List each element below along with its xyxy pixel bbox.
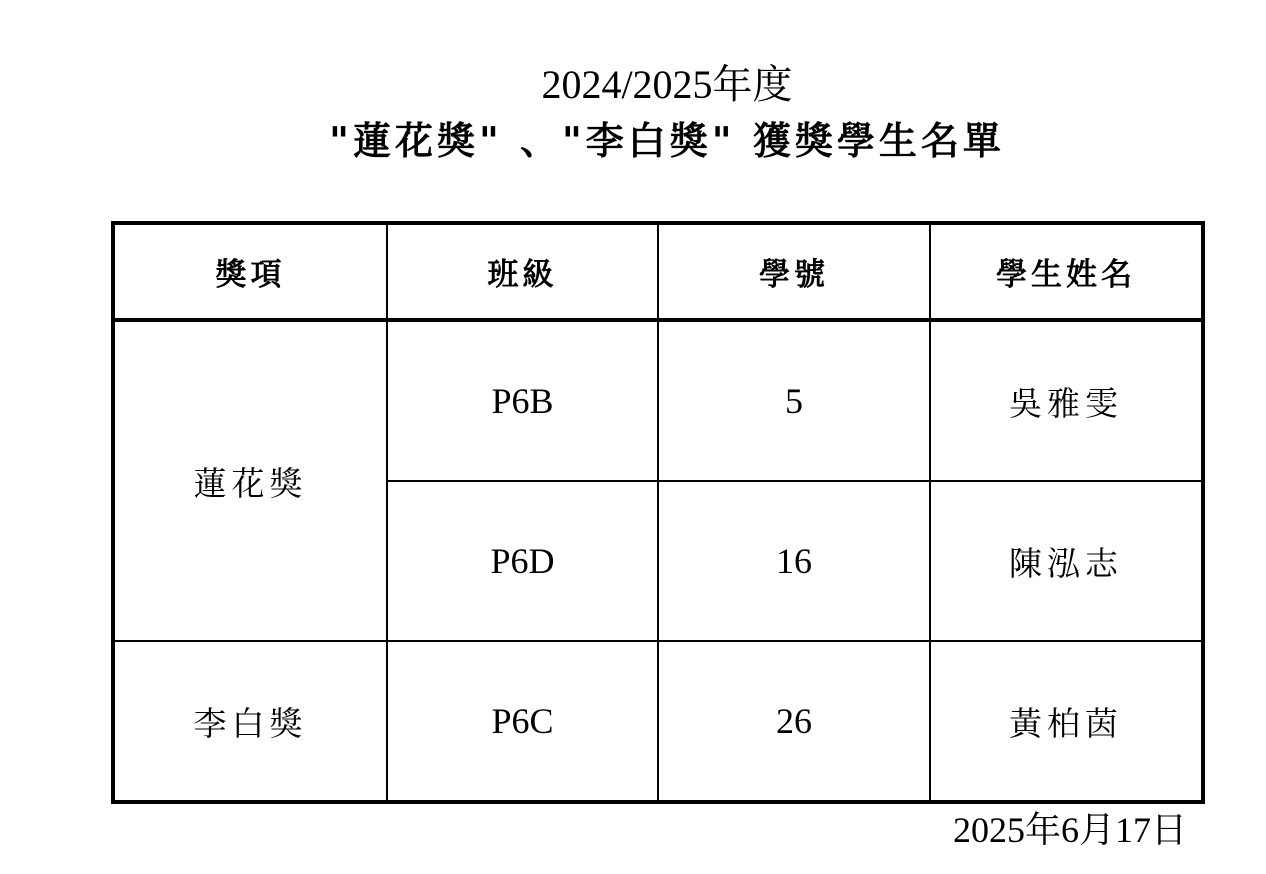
award-cell: 蓮花獎 (113, 320, 387, 641)
class-cell: P6B (387, 320, 658, 481)
award-cell: 李白獎 (113, 641, 387, 802)
title-year: 2024/2025年度 (541, 62, 793, 107)
header-student-name: 學生姓名 (930, 223, 1203, 320)
document-date: 2025年6月17日 (952, 810, 1187, 850)
header-award: 獎項 (113, 223, 387, 320)
student-number-cell: 5 (658, 320, 930, 481)
award-table (111, 221, 1205, 804)
header-class: 班級 (387, 223, 658, 320)
student-number-cell: 26 (658, 641, 930, 802)
class-cell: P6C (387, 641, 658, 802)
header-student-number: 學號 (658, 223, 930, 320)
student-number-cell: 16 (658, 481, 930, 641)
table-header-row (113, 223, 1203, 320)
table-row (113, 641, 1203, 802)
student-name-cell: 陳泓志 (930, 481, 1203, 641)
student-name-cell: 吳雅雯 (930, 320, 1203, 481)
document-title (217, 57, 1117, 169)
title-heading: "蓮花獎" 、"李白獎" 獲獎學生名單 (329, 118, 1005, 163)
student-name-cell: 黃柏茵 (930, 641, 1203, 802)
table-row (113, 320, 1203, 481)
class-cell: P6D (387, 481, 658, 641)
